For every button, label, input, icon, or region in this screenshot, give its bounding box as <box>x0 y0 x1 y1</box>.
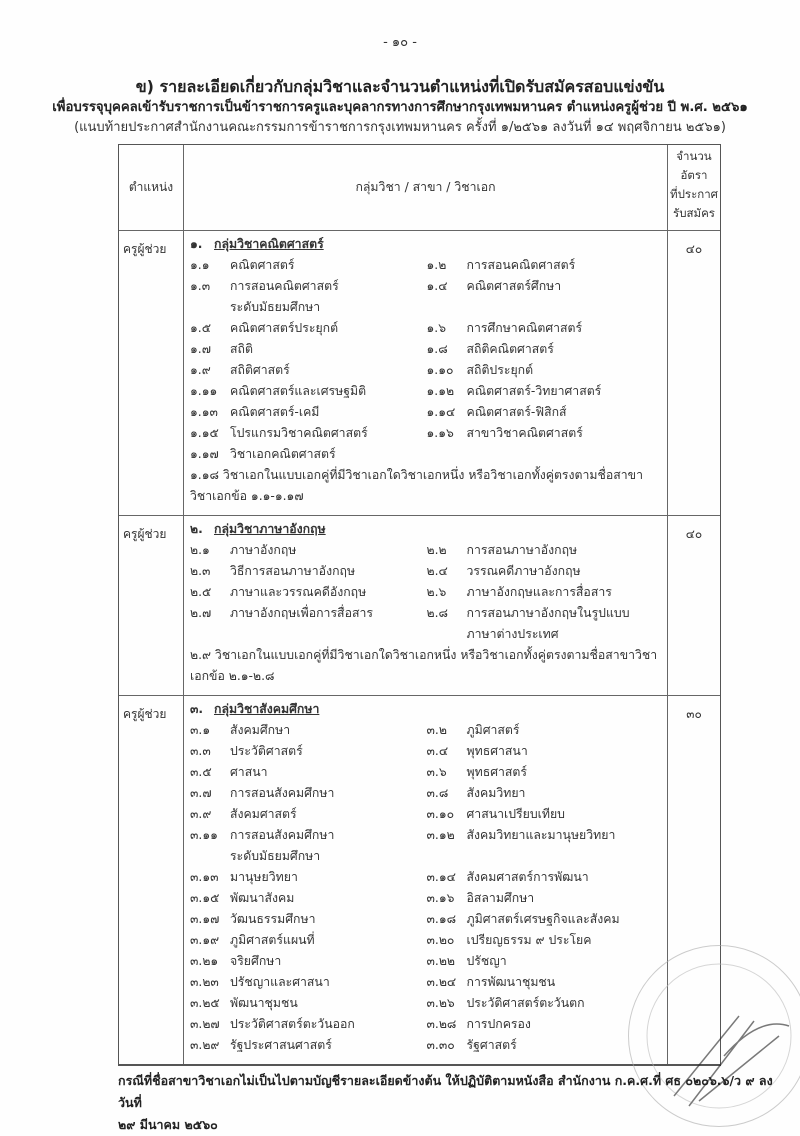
subject-name: คณิตศาสตร์ประยุกต์ <box>230 321 339 335</box>
subject-name: ภาษาต่างประเทศ <box>466 627 559 641</box>
subject-number: ๓.๒๕ <box>190 996 220 1010</box>
subject-line <box>190 402 663 423</box>
subject-item <box>190 540 427 561</box>
subject-item <box>427 255 664 276</box>
subject-number: ๑.๕ <box>190 321 212 335</box>
subject-item <box>190 909 427 930</box>
subject-item <box>190 846 427 867</box>
header-count-line: จำนวน <box>676 149 712 163</box>
group-name: กลุ่มวิชาคณิตศาสตร์ <box>214 237 324 251</box>
subject-final-note: ๒.๙ วิชาเอกในแบบเอกคู่ที่มีวิชาเอกใดวิชาเอกหนึ่ง หรือวิชาเอกทั้งคู่ตรงตามชื่อสาขาวิชาเอกข้อ ๒.๑-๒.๘ <box>190 648 658 683</box>
subject-number: ๓.๖ <box>426 765 447 779</box>
subject-name: การสอนภาษาอังกฤษในรูปแบบ <box>466 606 630 620</box>
subject-number: ๓.๑๗ <box>190 912 220 926</box>
subject-number: ๒.๑ <box>190 543 210 557</box>
subject-name: สถิติ <box>230 342 253 356</box>
subject-number: ๑.๑๔ <box>426 405 456 419</box>
subject-name: ประวัติศาสตร์ตะวันออก <box>230 1017 355 1031</box>
subject-number: ๒.๖ <box>426 585 447 599</box>
subject-name: คณิตศาสตร์-ฟิสิกส์ <box>466 405 567 419</box>
subject-item <box>427 561 664 582</box>
subject-item <box>427 741 664 762</box>
subject-name: สาขาวิชาคณิตศาสตร์ <box>466 426 583 440</box>
subject-line <box>190 762 663 783</box>
subject-line <box>190 423 663 444</box>
subject-item <box>190 318 427 339</box>
subject-number: ๓.๑๙ <box>190 933 220 947</box>
table-row <box>119 515 720 695</box>
subject-line <box>190 297 663 318</box>
subject-item <box>190 720 427 741</box>
subject-item <box>190 444 427 465</box>
subject-item <box>427 846 664 867</box>
position-cell: ครูผู้ช่วย <box>119 231 184 515</box>
subject-number <box>190 297 230 318</box>
subject-number: ๓.๑๘ <box>426 912 457 926</box>
subject-name: การสอนภาษาอังกฤษ <box>466 543 578 557</box>
header-count-line: รับสมัคร <box>673 206 715 220</box>
subject-number: ๓.๒๒ <box>426 954 456 968</box>
subject-name: โปรแกรมวิชาคณิตศาสตร์ <box>230 426 368 440</box>
subject-name: ปรัชญา <box>466 954 507 968</box>
subject-number: ๑.๑๕ <box>190 426 219 440</box>
document-note: (แนบท้ายประกาศสำนักงานคณะกรรมการข้าราชการกรุงเทพมหานคร ครั้งที่ ๑/๒๕๖๑ ลงวันที่ ๑๔ พฤศจิกายน ๒๕๖๑) <box>74 120 726 135</box>
subject-name: ภาษาอังกฤษ <box>230 543 297 557</box>
subject-number: ๓.๒๖ <box>426 996 455 1010</box>
subject-line <box>190 540 663 561</box>
subject-number: ๑.๑๗ <box>190 447 219 461</box>
subject-item <box>427 339 664 360</box>
subject-item <box>427 444 664 465</box>
footer-line-2: ๒๙ มีนาคม ๒๕๖๐ <box>118 1117 218 1132</box>
position-cell: ครูผู้ช่วย <box>119 696 184 1064</box>
subject-number: ๓.๑ <box>190 723 211 737</box>
subject-item <box>190 360 427 381</box>
subject-number: ๑.๒ <box>426 258 447 272</box>
subject-line <box>190 1035 663 1056</box>
subject-item <box>427 1035 664 1056</box>
subject-line <box>190 741 663 762</box>
subject-cell <box>184 696 668 1064</box>
subject-name: สังคมวิทยา <box>466 786 526 800</box>
subject-name: วัฒนธรรมศึกษา <box>230 912 316 926</box>
subject-item <box>190 624 427 645</box>
subject-item <box>190 276 427 297</box>
subject-name: ศาสนา <box>230 765 268 779</box>
subject-name: พัฒนาชุมชน <box>230 996 298 1010</box>
subject-name: ภูมิศาสตร์ <box>466 723 520 737</box>
subject-item <box>427 783 664 804</box>
subject-item <box>427 318 664 339</box>
subject-number: ๑.๗ <box>190 342 211 356</box>
subject-number: ๒.๗ <box>190 606 212 620</box>
subject-name: ประวัติศาสตร์ <box>230 744 303 758</box>
subject-number: ๒.๕ <box>190 585 212 599</box>
subject-item <box>427 951 664 972</box>
position-cell: ครูผู้ช่วย <box>119 516 184 695</box>
subject-item <box>190 888 427 909</box>
subject-number: ๑.๑ <box>190 258 210 272</box>
header-group: กลุ่มวิชา / สาขา / วิชาเอก <box>184 145 668 230</box>
subject-number: ๓.๔ <box>426 744 449 758</box>
header-count <box>668 145 720 230</box>
subject-number: ๑.๘ <box>426 342 448 356</box>
table-body <box>119 230 720 1064</box>
count-cell: ๔๐ <box>685 242 703 256</box>
subject-number: ๑.๑๑ <box>190 384 218 398</box>
subject-item <box>427 624 664 645</box>
subject-line <box>190 825 663 846</box>
subject-name: การสอนคณิตศาสตร์ <box>230 279 339 293</box>
subject-item <box>190 762 427 783</box>
subject-item <box>427 297 664 318</box>
subject-item <box>427 582 664 603</box>
subject-cell <box>184 516 668 695</box>
subject-name: วิชาเอกคณิตศาสตร์ <box>230 447 336 461</box>
page-number: - ๑๐ - <box>383 35 417 50</box>
table-row <box>119 230 720 515</box>
subject-name: ศาสนาเปรียบเทียบ <box>466 807 565 821</box>
subject-number: ๒.๒ <box>426 543 447 557</box>
subject-name: สถิติคณิตศาสตร์ <box>466 342 554 356</box>
subject-name: ประวัติศาสตร์ตะวันตก <box>466 996 585 1010</box>
footer-line-1: กรณีที่ชื่อสาขาวิชาเอกไม่เป็นไปตามบัญชีรายละเอียดข้างต้น ให้ปฏิบัติตามหนังสือ สำนักงาน ก.ค.ศ.ที่ ศธ ๐๒๐๖.๖/ว ๙ ลงวันที่ <box>118 1073 773 1110</box>
subject-item <box>427 825 664 846</box>
subject-item <box>427 909 664 930</box>
subject-line <box>190 318 663 339</box>
subject-name: ระดับมัธยมศึกษา <box>230 300 321 314</box>
header-count-line: ที่ประกาศ <box>670 187 718 201</box>
subject-number: ๓.๑๕ <box>190 891 220 905</box>
subject-name: ภาษาอังกฤษเพื่อการสื่อสาร <box>230 606 373 620</box>
subject-item <box>190 255 427 276</box>
subject-name: การสอนคณิตศาสตร์ <box>466 258 576 272</box>
subject-number: ๒.๔ <box>426 564 448 578</box>
subject-name: สังคมวิทยาและมานุษยวิทยา <box>466 828 616 842</box>
subject-number: ๓.๓ <box>190 744 211 758</box>
subject-line <box>190 255 663 276</box>
subject-line <box>190 624 663 645</box>
subject-item <box>427 930 664 951</box>
subject-item <box>190 381 427 402</box>
subject-name: คณิตศาสตร์-วิทยาศาสตร์ <box>466 384 602 398</box>
subject-name: รัฐศาสตร์ <box>466 1038 517 1052</box>
subject-item <box>190 561 427 582</box>
subject-final-note: ๑.๑๘ วิชาเอกในแบบเอกคู่ที่มีวิชาเอกใดวิชาเอกหนึ่ง หรือวิชาเอกทั้งคู่ตรงตามชื่อสาขาวิชาเอกข้อ ๑.๑-๑.๑๗ <box>190 468 643 503</box>
subject-number: ๓.๑๖ <box>426 891 455 905</box>
subject-line <box>190 276 663 297</box>
subject-item <box>190 339 427 360</box>
subject-item <box>427 381 664 402</box>
subject-name: คณิตศาสตร์ศึกษา <box>466 279 562 293</box>
subject-item <box>427 540 664 561</box>
subject-number: ๓.๑๒ <box>426 828 455 842</box>
subject-number: ๑.๑๒ <box>426 384 455 398</box>
subject-item <box>427 888 664 909</box>
subject-number: ๓.๙ <box>190 807 212 821</box>
header-count-line: อัตรา <box>680 168 708 182</box>
subject-item <box>190 741 427 762</box>
count-cell: ๔๐ <box>685 527 703 541</box>
subject-name: การสอนสังคมศึกษา <box>230 786 335 800</box>
subject-item <box>427 804 664 825</box>
subject-name: สังคมศึกษา <box>230 723 291 737</box>
table-header <box>119 145 720 230</box>
subject-line <box>190 603 663 624</box>
subject-name: พุทธศาสตร์ <box>466 765 528 779</box>
subject-number <box>190 846 230 867</box>
subject-name: ระดับมัธยมศึกษา <box>230 849 321 863</box>
subject-item <box>427 360 664 381</box>
subject-number: ๑.๙ <box>190 363 211 377</box>
subject-number: ๓.๒ <box>426 723 447 737</box>
subject-name: คณิตศาสตร์ <box>230 258 295 272</box>
subject-line <box>190 930 663 951</box>
subject-number: ๓.๒๙ <box>190 1038 220 1052</box>
subject-item <box>427 867 664 888</box>
subject-name: สถิติประยุกต์ <box>466 363 534 377</box>
subject-line <box>190 909 663 930</box>
subject-item <box>427 1014 664 1035</box>
subject-name: สังคมศาสตร์การพัฒนา <box>466 870 589 884</box>
subject-line <box>190 381 663 402</box>
document-title: ข) รายละเอียดเกี่ยวกับกลุ่มวิชาและจำนวนตำแหน่งที่เปิดรับสมัครสอบแข่งขัน <box>135 77 665 96</box>
subject-line <box>190 846 663 867</box>
subject-number: ๑.๖ <box>426 321 447 335</box>
subject-cell <box>184 231 668 515</box>
subject-name: ภูมิศาสตร์แผนที่ <box>230 933 315 947</box>
subject-number: ๑.๓ <box>190 279 211 293</box>
document-subtitle: เพื่อบรรจุบุคคลเข้ารับราชการเป็นข้าราชการครูและบุคลากรทางการศึกษากรุงเทพมหานคร ตำแหน่งครูผู้ช่วย ปี พ.ศ. ๒๕๖๑ <box>52 100 748 115</box>
subject-item <box>190 867 427 888</box>
subject-item <box>190 825 427 846</box>
subject-name: จริยศึกษา <box>230 954 282 968</box>
subject-number: ๑.๑๖ <box>426 426 454 440</box>
group-title <box>190 234 663 255</box>
subject-name: ภาษาและวรรณคดีอังกฤษ <box>230 585 367 599</box>
header-position: ตำแหน่ง <box>119 145 184 230</box>
subjects-table <box>118 144 721 1066</box>
subject-item <box>190 993 427 1014</box>
subject-name: วรรณคดีภาษาอังกฤษ <box>466 564 581 578</box>
subject-number: ๓.๘ <box>426 786 449 800</box>
subject-name: สังคมศาสตร์ <box>230 807 297 821</box>
subject-item <box>190 423 427 444</box>
subject-name: การพัฒนาชุมชน <box>466 975 556 989</box>
subject-item <box>427 276 664 297</box>
subject-name: คณิตศาสตร์และเศรษฐมิติ <box>230 384 367 398</box>
subject-number: ๓.๒๓ <box>190 975 219 989</box>
subject-number: ๓.๒๗ <box>190 1017 220 1031</box>
subject-number: ๑.๑๓ <box>190 405 218 419</box>
subject-line <box>190 720 663 741</box>
subject-name: ภูมิศาสตร์เศรษฐกิจและสังคม <box>466 912 620 926</box>
table-row <box>119 695 720 1064</box>
subject-line <box>190 888 663 909</box>
group-title <box>190 699 663 720</box>
subject-number: ๑.๔ <box>426 279 448 293</box>
subject-name: อิสลามศึกษา <box>466 891 535 905</box>
subject-line <box>190 444 663 465</box>
subject-name: ภาษาอังกฤษและการสื่อสาร <box>466 585 612 599</box>
subject-item <box>190 972 427 993</box>
group-title <box>190 519 663 540</box>
subject-name: วิธีการสอนภาษาอังกฤษ <box>230 564 356 578</box>
subject-name: คณิตศาสตร์-เคมี <box>230 405 320 419</box>
subject-line <box>190 867 663 888</box>
subject-number: ๓.๒๐ <box>426 933 455 947</box>
subject-name: เปรียญธรรม ๙ ประโยค <box>466 933 592 947</box>
group-name: กลุ่มวิชาสังคมศึกษา <box>214 702 320 716</box>
subject-number: ๓.๑๐ <box>426 807 455 821</box>
subject-item <box>190 951 427 972</box>
subject-number: ๓.๑๓ <box>190 870 219 884</box>
subject-item <box>190 402 427 423</box>
subject-name: สถิติศาสตร์ <box>230 363 290 377</box>
subject-name: การศึกษาคณิตศาสตร์ <box>466 321 583 335</box>
subject-number: ๓.๑๔ <box>426 870 456 884</box>
subject-item <box>427 762 664 783</box>
subject-number <box>427 624 467 645</box>
subject-line <box>190 360 663 381</box>
subject-number: ๓.๓๐ <box>426 1038 455 1052</box>
subject-number: ๓.๒๘ <box>426 1017 457 1031</box>
group-number: ๓. <box>190 702 204 716</box>
subject-number: ๓.๒๑ <box>190 954 219 968</box>
group-number: ๑. <box>190 237 203 251</box>
subject-line <box>190 582 663 603</box>
subject-item <box>190 582 427 603</box>
subject-number: ๓.๕ <box>190 765 212 779</box>
subject-number: ๓.๗ <box>190 786 212 800</box>
subject-number: ๑.๑๐ <box>426 363 454 377</box>
subject-number: ๓.๒๔ <box>426 975 457 989</box>
group-name: กลุ่มวิชาภาษาอังกฤษ <box>214 522 326 536</box>
subject-name: มานุษยวิทยา <box>230 870 298 884</box>
group-number: ๒. <box>190 522 203 536</box>
subject-line <box>190 993 663 1014</box>
subject-item <box>190 804 427 825</box>
subject-name: พัฒนาสังคม <box>230 891 295 905</box>
count-cell: ๓๐ <box>686 707 702 721</box>
subject-item <box>190 603 427 624</box>
subject-name: รัฐประศาสนศาสตร์ <box>230 1038 332 1052</box>
subject-name: พุทธศาสนา <box>466 744 528 758</box>
subject-item <box>190 783 427 804</box>
subject-item <box>190 297 427 318</box>
subject-number: ๓.๑๑ <box>190 828 218 842</box>
subject-line <box>190 972 663 993</box>
subject-line <box>190 951 663 972</box>
subject-item <box>427 423 664 444</box>
subject-item <box>427 993 664 1014</box>
subject-line <box>190 339 663 360</box>
subject-item <box>427 402 664 423</box>
subject-line <box>190 804 663 825</box>
subject-line <box>190 783 663 804</box>
subject-number: ๒.๘ <box>426 606 449 620</box>
subject-item <box>427 603 664 624</box>
subject-item <box>427 972 664 993</box>
subject-item <box>427 720 664 741</box>
subject-name: ปรัชญาและศาสนา <box>230 975 330 989</box>
subject-item <box>190 1014 427 1035</box>
footer <box>118 1070 778 1136</box>
subject-name: การสอนสังคมศึกษา <box>230 828 335 842</box>
subject-line <box>190 561 663 582</box>
subject-number: ๒.๓ <box>190 564 211 578</box>
subject-item <box>190 930 427 951</box>
subject-line <box>190 1014 663 1035</box>
subject-item <box>190 1035 427 1056</box>
subject-name: การปกครอง <box>466 1017 531 1031</box>
